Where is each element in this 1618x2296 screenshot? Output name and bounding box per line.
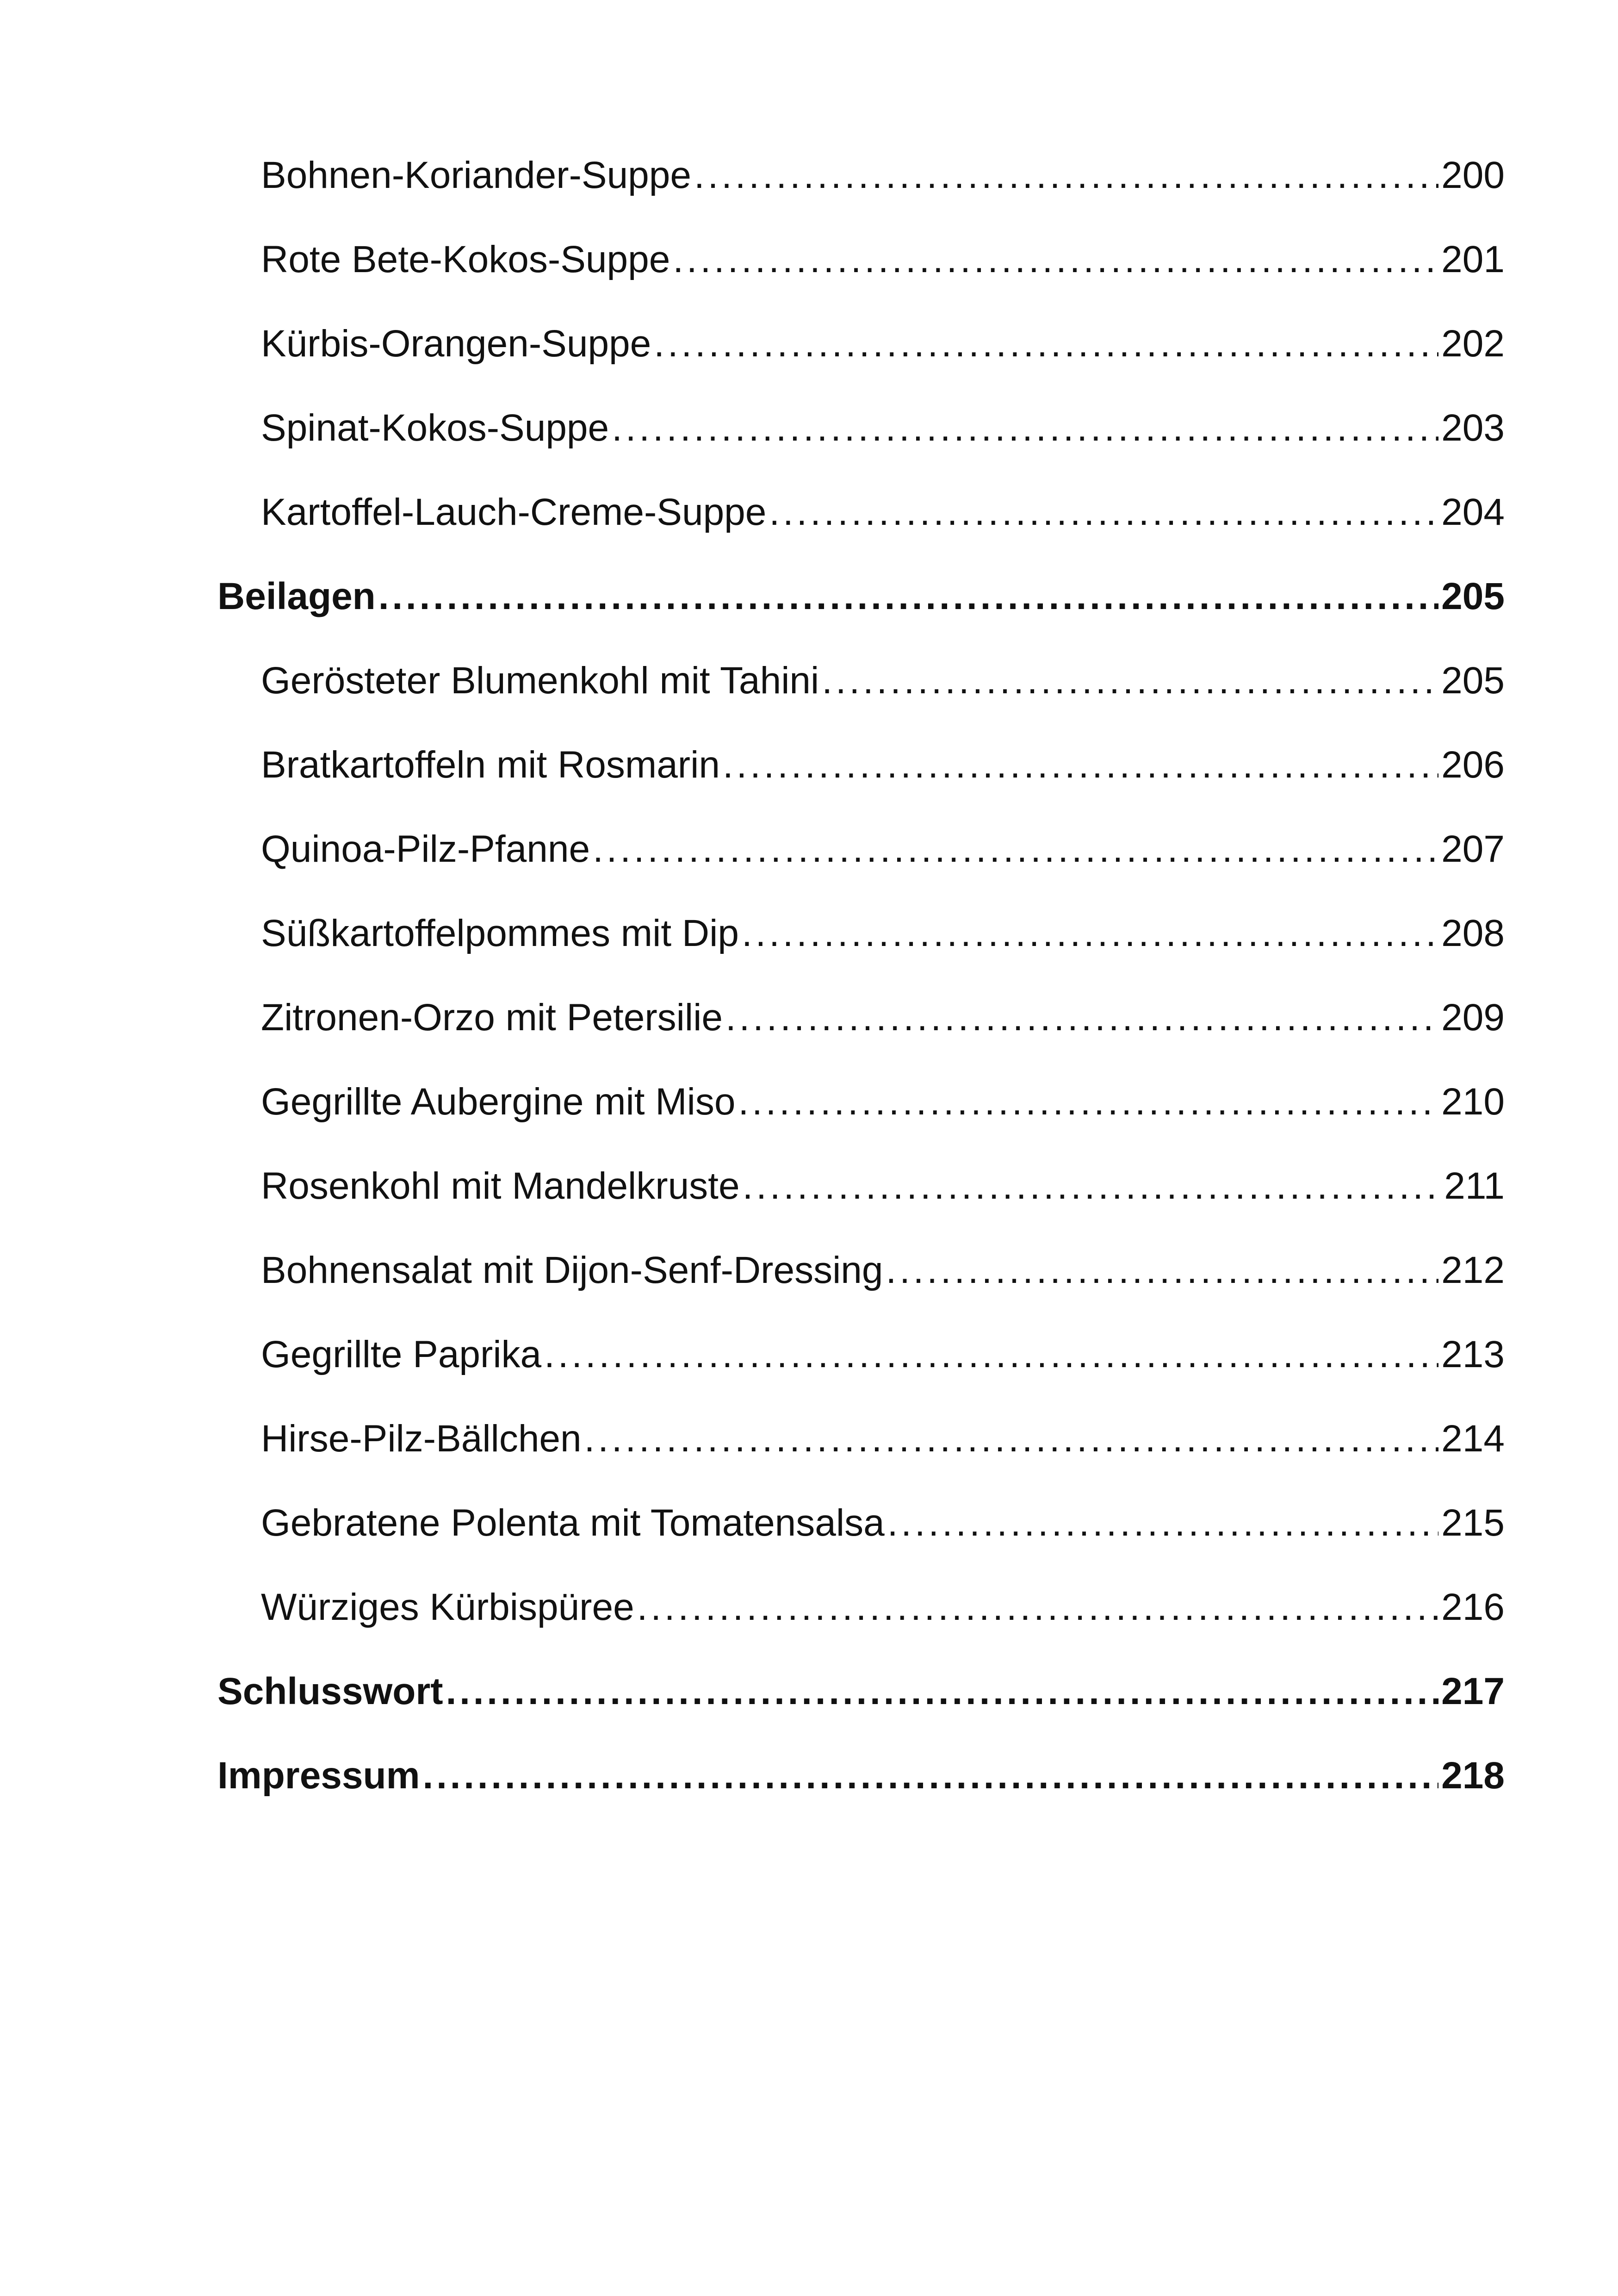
toc-leader-dots: [446, 1673, 1439, 1711]
toc-entry[interactable]: [217, 1333, 1505, 1420]
toc-chapter-title: Impressum: [217, 1755, 420, 1797]
toc-leader-dots: [654, 325, 1438, 363]
toc-entry-page: 209: [1441, 996, 1505, 1039]
toc-entry-page: 204: [1441, 491, 1505, 533]
toc-leader-dots: [612, 409, 1438, 447]
toc-entry[interactable]: [217, 746, 1505, 830]
toc-entry[interactable]: [217, 1167, 1505, 1251]
toc-entry-title: Gerösteter Blumenkohl mit Tahini: [261, 660, 819, 702]
toc-entry-title: Zitronen-Orzo mit Petersilie: [261, 996, 723, 1039]
toc-leader-dots: [743, 1167, 1442, 1205]
toc-chapter[interactable]: [217, 575, 1505, 662]
toc-leader-dots: [822, 662, 1438, 700]
toc-entry[interactable]: [217, 1588, 1505, 1673]
toc-entry[interactable]: [217, 238, 1505, 325]
toc-entry[interactable]: [217, 912, 1505, 999]
toc-leader-dots: [694, 156, 1438, 194]
toc-entry-page: 212: [1441, 1249, 1505, 1291]
toc-entry-page: 203: [1441, 407, 1505, 449]
toc-leader-dots: [725, 999, 1438, 1037]
toc-entry-title: Gebratene Polenta mit Tomatensalsa: [261, 1502, 885, 1544]
toc-entry-title: Bohnensalat mit Dijon-Senf-Dressing: [261, 1249, 883, 1291]
toc-leader-dots: [887, 1504, 1438, 1542]
toc-entry-page: 200: [1441, 154, 1505, 196]
toc-entry-title: Bratkartoffeln mit Rosmarin: [261, 744, 720, 786]
toc-entry-page: 215: [1441, 1502, 1505, 1544]
toc-entry[interactable]: [217, 1420, 1505, 1504]
toc-entry-title: Gegrillte Aubergine mit Miso: [261, 1081, 736, 1123]
toc-leader-dots: [886, 1251, 1439, 1289]
toc-chapter[interactable]: [217, 1670, 1505, 1757]
toc-entry[interactable]: [217, 156, 1505, 241]
toc-entry-page: 202: [1441, 323, 1505, 365]
toc-entry[interactable]: [217, 996, 1505, 1083]
toc-chapter-title: Schlusswort: [217, 1670, 443, 1712]
toc-leader-dots: [584, 1420, 1439, 1458]
toc-entry[interactable]: [217, 1083, 1505, 1167]
toc-entry-title: Spinat-Kokos-Suppe: [261, 407, 609, 449]
table-of-contents: [217, 156, 1505, 1841]
toc-entry-title: Gegrillte Paprika: [261, 1333, 542, 1375]
toc-entry-title: Bohnen-Koriander-Suppe: [261, 154, 691, 196]
toc-entry[interactable]: [217, 662, 1505, 746]
toc-chapter-page: 217: [1441, 1670, 1505, 1712]
toc-entry-title: Quinoa-Pilz-Pfanne: [261, 828, 590, 870]
toc-leader-dots: [378, 578, 1438, 616]
toc-chapter-title: Beilagen: [217, 575, 376, 617]
toc-entry-title: Rosenkohl mit Mandelkruste: [261, 1165, 740, 1207]
toc-leader-dots: [544, 1336, 1438, 1374]
toc-chapter-page: 205: [1441, 575, 1505, 617]
toc-leader-dots: [673, 241, 1438, 279]
toc-entry-page: 207: [1441, 828, 1505, 870]
toc-leader-dots: [742, 915, 1438, 952]
toc-entry-page: 205: [1441, 660, 1505, 702]
toc-entry-page: 216: [1441, 1586, 1505, 1628]
toc-entry[interactable]: [217, 1504, 1505, 1588]
toc-entry[interactable]: [217, 409, 1505, 493]
toc-entry-title: Hirse-Pilz-Bällchen: [261, 1418, 582, 1460]
toc-leader-dots: [769, 493, 1438, 531]
toc-entry-page: 213: [1441, 1333, 1505, 1375]
toc-entry[interactable]: [217, 1251, 1505, 1336]
toc-chapter[interactable]: [217, 1757, 1505, 1841]
toc-entry-page: 214: [1441, 1418, 1505, 1460]
toc-entry[interactable]: [217, 325, 1505, 409]
toc-entry-page: 206: [1441, 744, 1505, 786]
toc-entry-title: Würziges Kürbispüree: [261, 1586, 634, 1628]
toc-leader-dots: [637, 1588, 1439, 1626]
toc-chapter-page: 218: [1441, 1755, 1505, 1797]
toc-entry-page: 201: [1441, 238, 1505, 280]
toc-entry[interactable]: [217, 493, 1505, 578]
toc-entry-page: 210: [1441, 1081, 1505, 1123]
toc-entry-title: Rote Bete-Kokos-Suppe: [261, 238, 670, 280]
toc-leader-dots: [723, 746, 1438, 784]
toc-entry-title: Kartoffel-Lauch-Creme-Suppe: [261, 491, 767, 533]
toc-entry-title: Süßkartoffelpommes mit Dip: [261, 912, 739, 954]
toc-leader-dots: [738, 1083, 1438, 1121]
toc-entry-page: 208: [1441, 912, 1505, 954]
toc-entry-page: 211: [1444, 1165, 1505, 1207]
toc-leader-dots: [593, 830, 1438, 868]
toc-entry[interactable]: [217, 830, 1505, 915]
toc-entry-title: Kürbis-Orangen-Suppe: [261, 323, 651, 365]
toc-leader-dots: [423, 1757, 1439, 1795]
